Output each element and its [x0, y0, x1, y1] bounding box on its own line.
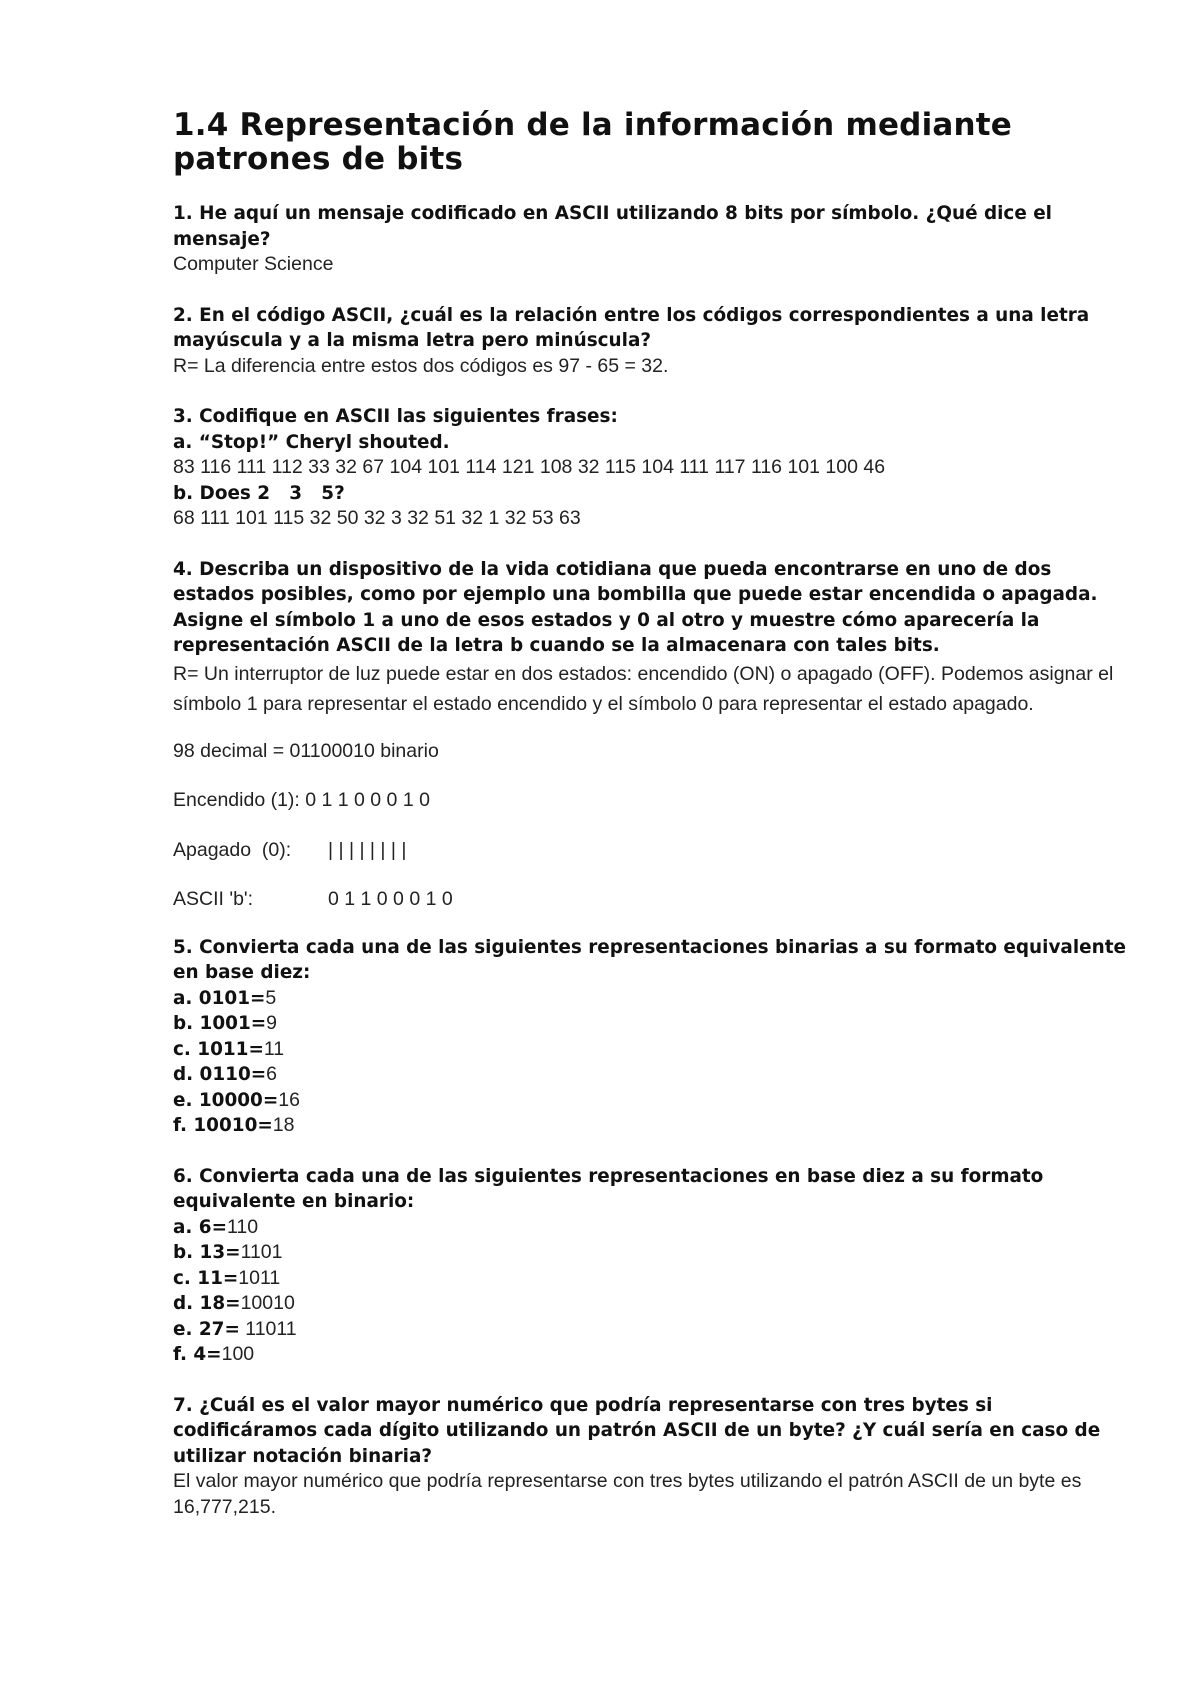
- list-item: f. 4=100: [173, 1343, 255, 1365]
- question-3a: a. “Stop!” Cheryl shouted.: [173, 431, 450, 453]
- list-item: b. 13=1101: [173, 1241, 283, 1263]
- answer-2: R= La diferencia entre estos dos códigos es 97 - 65 = 32.: [173, 354, 669, 377]
- question-7: 7. ¿Cuál es el valor mayor numérico que podría representarse con tres bytes si codificáramos cada dígito utilizando un patrón ASCII de un byte? ¿Y cuál sería en caso de utilizar notación binaria?: [173, 1394, 1101, 1467]
- list-item: d. 18=10010: [173, 1292, 295, 1314]
- list-item: c. 1011=11: [173, 1037, 285, 1060]
- list-item: d. 0110=6: [173, 1063, 278, 1085]
- ascii-value: 0 1 1 0 0 0 1 0: [328, 888, 453, 910]
- list-item: b. 1001=9: [173, 1012, 278, 1034]
- decimal-line: 98 decimal = 01100010 binario: [173, 739, 439, 762]
- list-item: e. 27= 11011: [173, 1317, 297, 1340]
- question-1: 1. He aquí un mensaje codificado en ASCII utilizando 8 bits por símbolo. ¿Qué dice el mensaje?: [173, 203, 1052, 250]
- list-item: a. 6=110: [173, 1215, 259, 1238]
- off-value: | | | | | | | |: [328, 838, 407, 861]
- ascii-line: [173, 887, 1133, 913]
- list-item: a. 0101=5: [173, 986, 277, 1009]
- on-line: Encendido (1): 0 1 1 0 0 0 1 0: [173, 789, 430, 811]
- page-title: 1.4 Representación de la información mediante patrones de bits: [173, 107, 1013, 177]
- document-content: [173, 108, 1133, 1520]
- list-item: c. 11=1011: [173, 1266, 281, 1289]
- question-5: 5. Convierta cada una de las siguientes representaciones binarias a su formato equivalente en base diez:: [173, 936, 1126, 983]
- answer-7: El valor mayor numérico que podría representarse con tres bytes utilizando el patrón ASCII de un byte es 16,777,215.: [173, 1470, 1082, 1518]
- ascii-label: ASCII 'b':: [173, 888, 254, 910]
- answer-3b: 68 111 101 115 32 50 32 3 32 51 32 1 32 53 63: [173, 507, 581, 529]
- question-2: 2. En el código ASCII, ¿cuál es la relación entre los códigos correspondientes a una letra mayúscula y a la misma letra pero minúscula?: [173, 304, 1090, 351]
- list-item: e. 10000=16: [173, 1088, 300, 1111]
- answer-1: Computer Science: [173, 253, 334, 275]
- question-3b: b. Does 2 3 5?: [173, 482, 345, 504]
- off-label: Apagado (0):: [173, 838, 292, 861]
- off-line: [173, 838, 1133, 864]
- question-4: 4. Describa un dispositivo de la vida cotidiana que pueda encontrarse en uno de dos estados posibles, como por ejemplo una bombilla que puede estar encendida o apagada. Asigne el símbolo 1 a uno de esos estados y 0 al otro y muestre cómo aparecería la representación ASCII de la letra b cuando se la almacenara con tales bits.: [173, 558, 1098, 656]
- answer-4: R= Un interruptor de luz puede estar en dos estados: encendido (ON) o apagado (OFF). Podemos asignar el símbolo 1 para representar el estado encendido y el símbolo 0 para representar el estado apagado.: [173, 662, 1114, 715]
- question-6: 6. Convierta cada una de las siguientes representaciones en base diez a su formato equivalente en binario:: [173, 1165, 1044, 1212]
- answer-3a: 83 116 111 112 33 32 67 104 101 114 121 108 32 115 104 111 117 116 101 100 46: [173, 456, 886, 478]
- list-item: f. 10010=18: [173, 1114, 295, 1136]
- question-3: 3. Codifique en ASCII las siguientes frases:: [173, 406, 618, 427]
